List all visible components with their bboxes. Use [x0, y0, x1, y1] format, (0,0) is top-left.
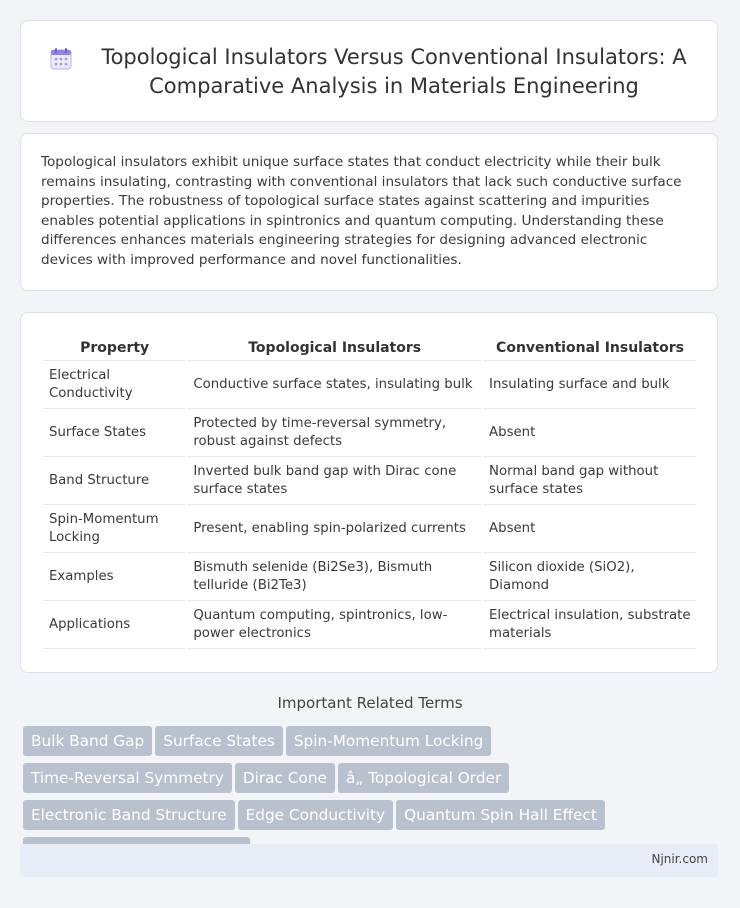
header-card — [20, 20, 718, 122]
table-cell: Surface States — [44, 409, 185, 457]
table-cell: Applications — [44, 601, 185, 649]
table-row — [44, 505, 696, 553]
related-term-tag[interactable]: Time-Reversal Symmetry — [23, 763, 232, 793]
table-cell: Electrical insulation, substrate materials — [484, 601, 696, 649]
table-cell: Present, enabling spin-polarized currents — [188, 505, 481, 553]
column-header-conventional: Conventional Insulators — [484, 332, 696, 361]
table-cell: Absent — [484, 409, 696, 457]
table-cell: Examples — [44, 553, 185, 601]
table-cell: Conductive surface states, insulating bulk — [188, 361, 481, 409]
footer-bar — [20, 844, 718, 877]
table-cell: Inverted bulk band gap with Dirac cone surface states — [188, 457, 481, 505]
table-cell: Band Structure — [44, 457, 185, 505]
table-row — [44, 553, 696, 601]
related-term-tag[interactable]: Surface States — [155, 726, 283, 756]
related-term-tag[interactable]: Electronic Band Structure — [23, 800, 235, 830]
related-term-tag[interactable]: Edge Conductivity — [238, 800, 394, 830]
page-title: Topological Insulators Versus Conventional Insulators: A Comparative Analysis in Materials Engineering — [101, 45, 687, 98]
table-cell: Bismuth selenide (Bi2Se3), Bismuth telluride (Bi2Te3) — [188, 553, 481, 601]
related-terms-title: Important Related Terms — [277, 694, 463, 712]
related-term-tag[interactable]: Quantum Spin Hall Effect — [396, 800, 605, 830]
intro-paragraph: Topological insulators exhibit unique surface states that conduct electricity while their bulk remains insulating, contrasting with conventional insulators that lack such conductive surface properties. The robustness of topological surface states against scattering and impurities enables potential applications in spintronics and quantum computing. Understanding these differences enhances materials engineering strategies for designing advanced electronic devices with improved performance and novel functionalities. — [41, 154, 682, 268]
comparison-table — [41, 332, 699, 649]
calendar-icon — [49, 47, 73, 71]
table-row — [44, 361, 696, 409]
table-cell: Silicon dioxide (SiO2), Diamond — [484, 553, 696, 601]
related-term-tag[interactable]: â„ Topological Order — [338, 763, 509, 793]
table-header-row — [44, 332, 696, 361]
column-header-topological: Topological Insulators — [188, 332, 481, 361]
table-cell: Quantum computing, spintronics, low-power electronics — [188, 601, 481, 649]
related-term-tag[interactable]: Bulk Band Gap — [23, 726, 152, 756]
table-cell: Normal band gap without surface states — [484, 457, 696, 505]
table-cell: Spin-Momentum Locking — [44, 505, 185, 553]
related-term-tag[interactable]: Dirac Cone — [235, 763, 335, 793]
table-cell: Protected by time-reversal symmetry, robust against defects — [188, 409, 481, 457]
comparison-table-card — [20, 312, 718, 673]
table-cell: Insulating surface and bulk — [484, 361, 696, 409]
table-row — [44, 457, 696, 505]
related-term-tag[interactable]: Spin-Momentum Locking — [286, 726, 491, 756]
table-cell: Electrical Conductivity — [44, 361, 185, 409]
column-header-property: Property — [44, 332, 185, 361]
table-row — [44, 409, 696, 457]
table-cell: Absent — [484, 505, 696, 553]
table-row — [44, 601, 696, 649]
intro-card — [20, 133, 718, 291]
footer-site-name[interactable]: Njnir.com — [651, 852, 708, 866]
